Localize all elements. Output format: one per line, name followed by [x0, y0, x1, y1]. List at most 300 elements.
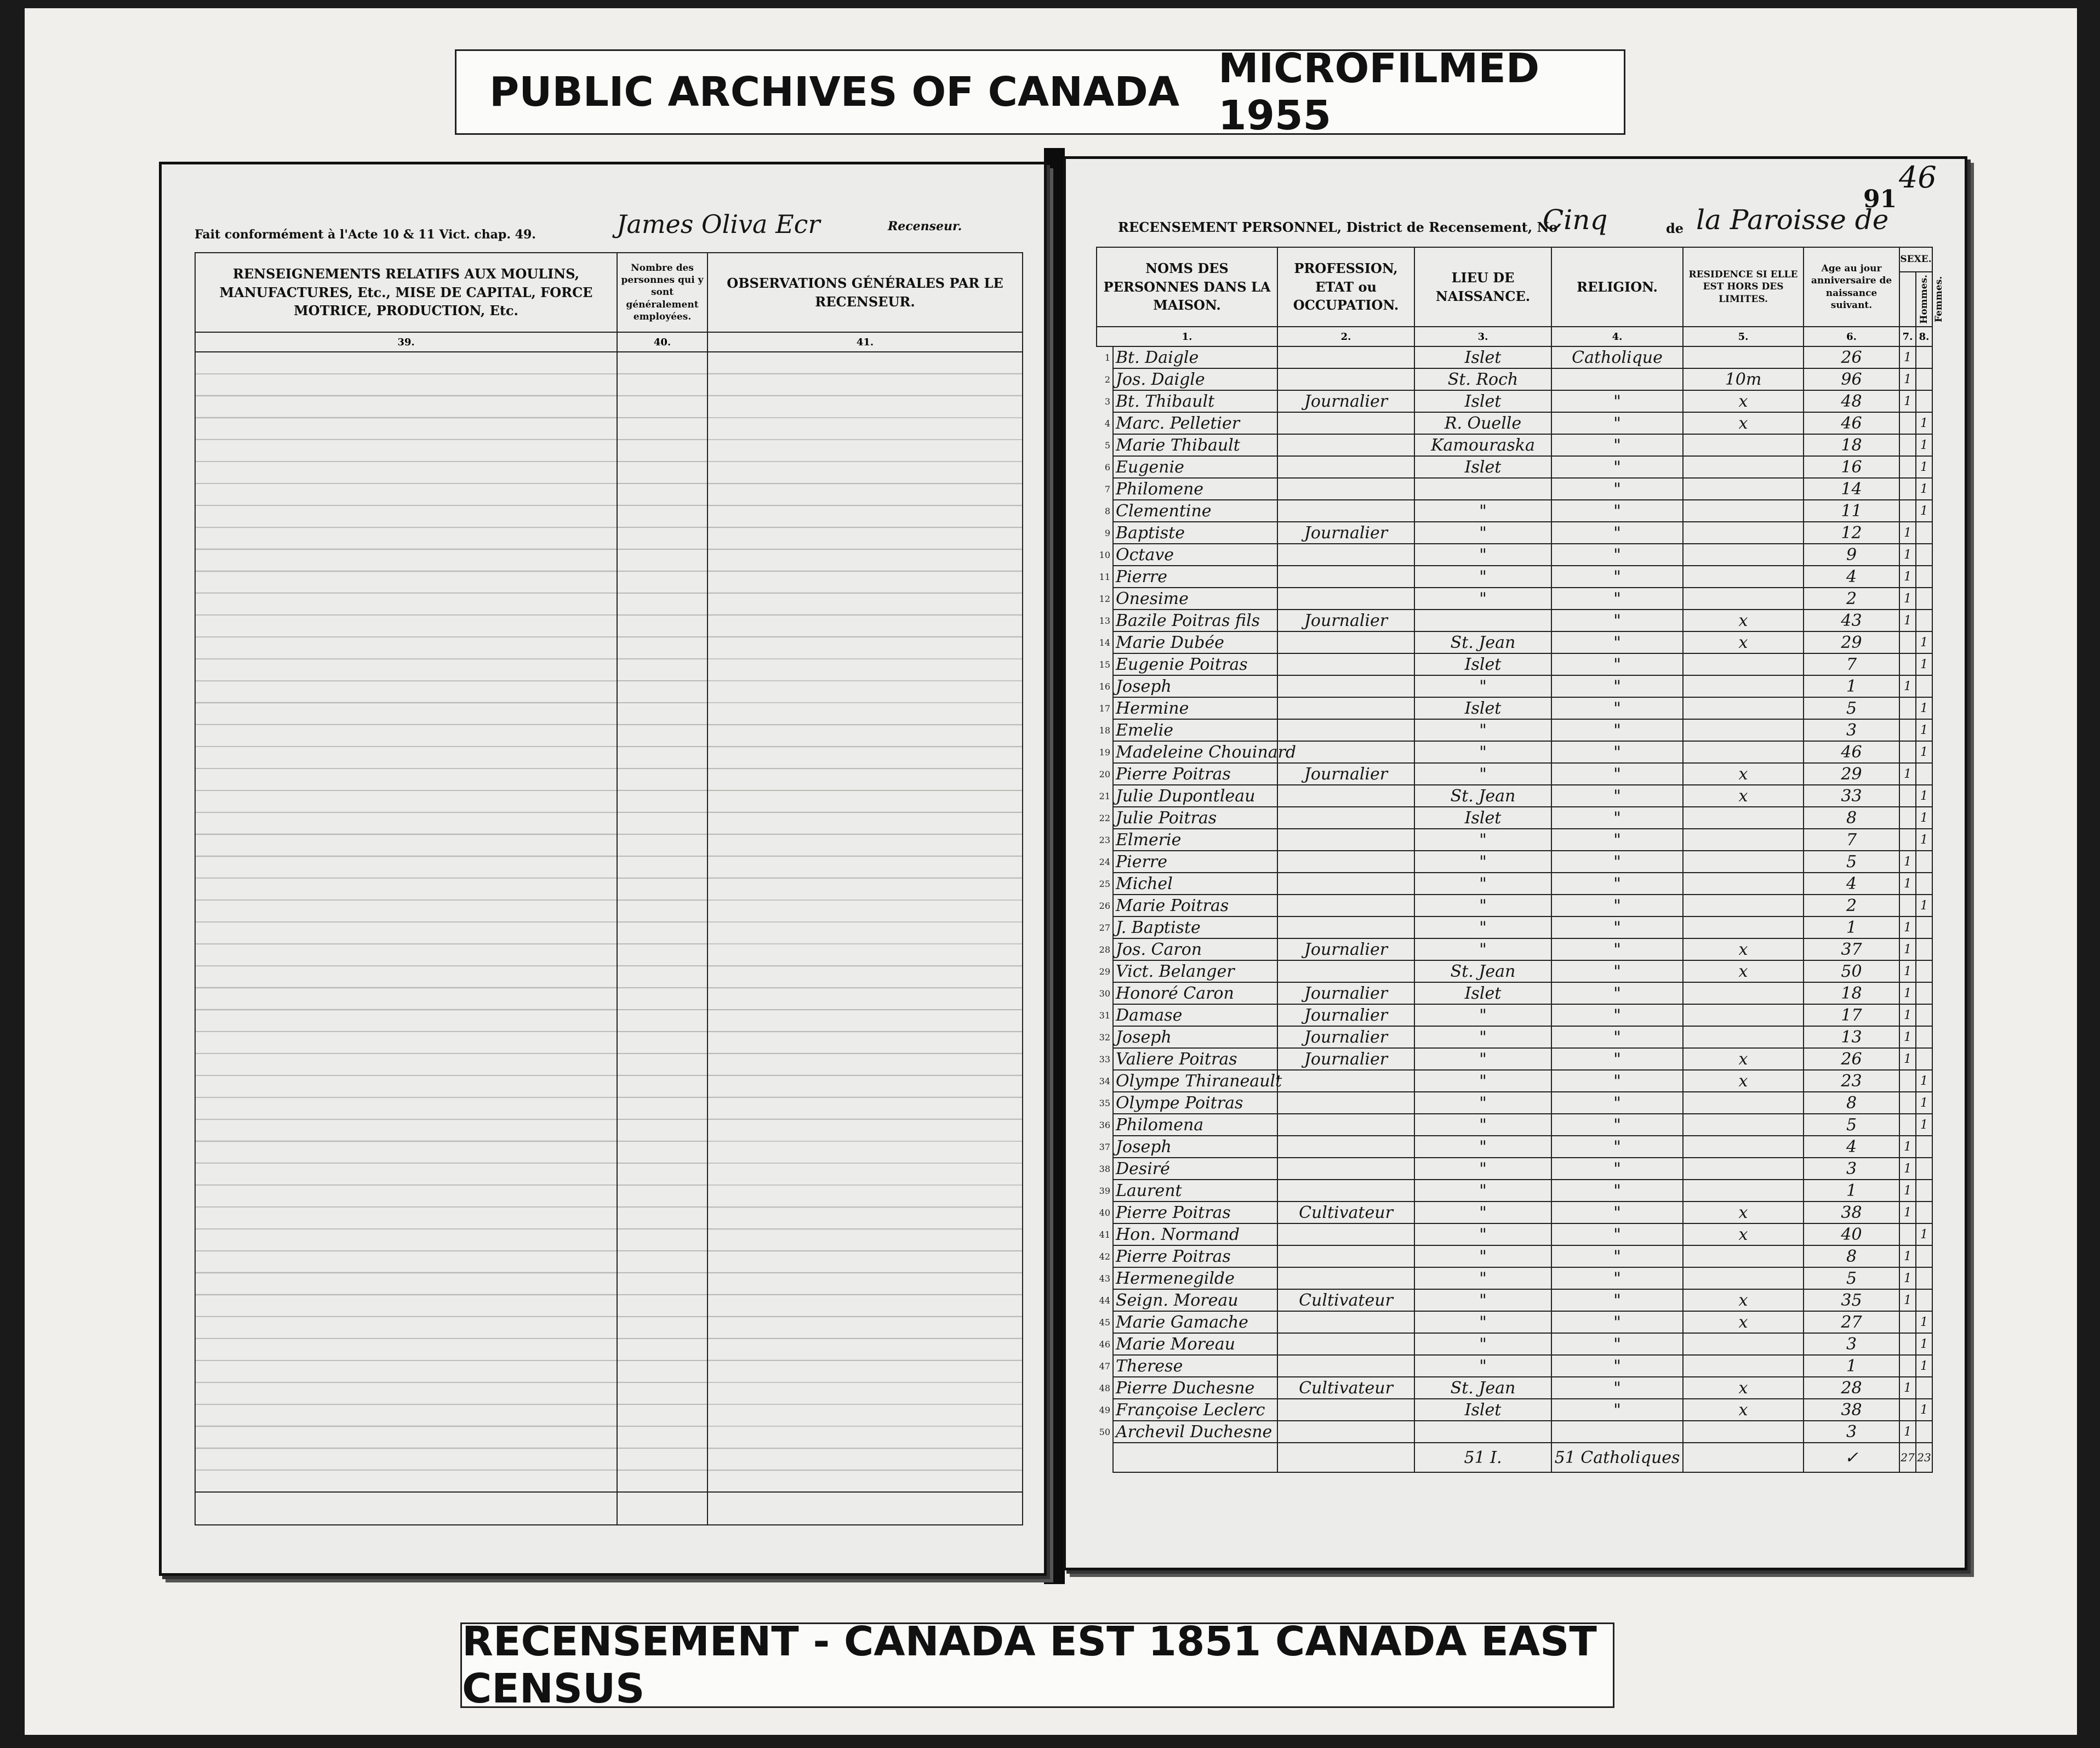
religion: " [1551, 1311, 1683, 1333]
occupation: Cultivateur [1277, 1377, 1414, 1399]
occupation [1277, 1267, 1414, 1289]
religion: " [1551, 1289, 1683, 1311]
sex-male: 1 [1899, 675, 1916, 697]
sex-female: 1 [1916, 1311, 1932, 1333]
religion: " [1551, 610, 1683, 631]
religion: " [1551, 1136, 1683, 1158]
sex-female [1916, 1004, 1932, 1026]
sex-female [1916, 938, 1932, 960]
occupation [1277, 1092, 1414, 1114]
religion: " [1551, 916, 1683, 938]
table-row [1097, 1377, 1932, 1399]
birthplace: " [1414, 1333, 1551, 1355]
total-birthplace: 51 I. [1414, 1443, 1551, 1472]
table-row [1097, 1026, 1932, 1048]
occupation: Journalier [1277, 982, 1414, 1004]
row-number: 1 [1104, 352, 1110, 363]
religion: Catholique [1551, 346, 1683, 368]
page-number: 91 [1863, 185, 1897, 213]
age: 9 [1804, 544, 1899, 566]
person-name: Eugenie [1113, 456, 1277, 478]
age: 28 [1804, 1377, 1899, 1399]
row-number: 22 [1099, 812, 1110, 823]
sex-male: 1 [1899, 566, 1916, 588]
row-number: 19 [1099, 747, 1110, 758]
occupation [1277, 456, 1414, 478]
sex-female: 1 [1916, 412, 1932, 434]
table-row [1097, 1245, 1932, 1267]
religion: " [1551, 763, 1683, 785]
table-row [1097, 1158, 1932, 1180]
person-name: Therese [1113, 1355, 1277, 1377]
residence [1683, 1355, 1804, 1377]
residence [1683, 697, 1804, 719]
age: 35 [1804, 1289, 1899, 1311]
residence [1683, 1026, 1804, 1048]
age: 3 [1804, 719, 1899, 741]
sex-female: 1 [1916, 653, 1932, 675]
sex-female: 1 [1916, 829, 1932, 851]
row-number: 34 [1099, 1075, 1110, 1086]
table-row [1097, 807, 1932, 829]
occupation [1277, 1355, 1414, 1377]
header-col41: OBSERVATIONS GÉNÉRALES PAR LE RECENSEUR. [707, 253, 1023, 332]
occupation: Cultivateur [1277, 1289, 1414, 1311]
col-number-1: 1. [1097, 327, 1277, 346]
occupation [1277, 1223, 1414, 1245]
right-page [1063, 156, 1967, 1570]
sex-male [1899, 1092, 1916, 1114]
table-row [1097, 697, 1932, 719]
col-number-39: 39. [195, 332, 617, 352]
table-row [1097, 675, 1932, 697]
table-row [1097, 544, 1932, 566]
sex-female [1916, 1180, 1932, 1202]
birthplace: Islet [1414, 390, 1551, 412]
residence [1683, 741, 1804, 763]
col-number-2: 2. [1277, 327, 1414, 346]
age: 26 [1804, 1048, 1899, 1070]
sex-male [1899, 1333, 1916, 1355]
header-occupation: PROFESSION, ETAT ou OCCUPATION. [1277, 247, 1414, 327]
total-age: ✓ [1804, 1443, 1899, 1472]
sex-male: 1 [1899, 982, 1916, 1004]
totals-row [1097, 1443, 1932, 1472]
person-name: Pierre [1113, 851, 1277, 873]
sex-male: 1 [1899, 1180, 1916, 1202]
person-name: Baptiste [1113, 522, 1277, 544]
table-row [1097, 500, 1932, 522]
table-row [1097, 478, 1932, 500]
table-row [1097, 1421, 1932, 1443]
col39-body [195, 352, 617, 1492]
sex-female: 1 [1916, 697, 1932, 719]
sex-female: 1 [1916, 478, 1932, 500]
residence: x [1683, 1311, 1804, 1333]
parish-name: la Paroisse de [1696, 204, 1889, 236]
bottom-banner [460, 1618, 1614, 1712]
sex-male [1899, 412, 1916, 434]
table-row [1097, 785, 1932, 807]
row-number: 13 [1099, 615, 1110, 626]
religion: " [1551, 1158, 1683, 1180]
residence [1683, 719, 1804, 741]
sex-female: 1 [1916, 1399, 1932, 1421]
person-name: J. Baptiste [1113, 916, 1277, 938]
table-row [1097, 895, 1932, 916]
person-name: Joseph [1113, 675, 1277, 697]
sex-male: 1 [1899, 873, 1916, 895]
row-number: 18 [1099, 725, 1110, 736]
age: 1 [1804, 916, 1899, 938]
sex-male: 1 [1899, 610, 1916, 631]
residence: x [1683, 1223, 1804, 1245]
person-name: Françoise Leclerc [1113, 1399, 1277, 1421]
person-name: Octave [1113, 544, 1277, 566]
person-name: Jos. Daigle [1113, 368, 1277, 390]
residence [1683, 1180, 1804, 1202]
sex-male: 1 [1899, 916, 1916, 938]
residence [1683, 1114, 1804, 1136]
col41-body [707, 352, 1023, 1492]
religion: " [1551, 566, 1683, 588]
table-row [1097, 1114, 1932, 1136]
residence [1683, 807, 1804, 829]
person-name: Philomena [1113, 1114, 1277, 1136]
person-name: Desiré [1113, 1158, 1277, 1180]
person-name: Laurent [1113, 1180, 1277, 1202]
residence: x [1683, 1399, 1804, 1421]
birthplace: " [1414, 1180, 1551, 1202]
header-names: NOMS DES PERSONNES DANS LA MAISON. [1097, 247, 1277, 327]
table-row [1097, 653, 1932, 675]
row-number: 48 [1099, 1382, 1110, 1393]
person-name: Marie Dubée [1113, 631, 1277, 653]
person-name: Pierre [1113, 566, 1277, 588]
occupation [1277, 697, 1414, 719]
microfilm-date: MICROFILMED 1955 [1218, 45, 1540, 139]
person-name: Pierre Poitras [1113, 1202, 1277, 1223]
age: 1 [1804, 1180, 1899, 1202]
birthplace: Islet [1414, 697, 1551, 719]
row-number: 35 [1099, 1097, 1110, 1108]
row-number: 26 [1099, 900, 1110, 911]
sex-male [1899, 807, 1916, 829]
age: 23 [1804, 1070, 1899, 1092]
sex-female [1916, 346, 1932, 368]
sex-female [1916, 522, 1932, 544]
person-name: Philomene [1113, 478, 1277, 500]
person-name: Bt. Thibault [1113, 390, 1277, 412]
religion: " [1551, 478, 1683, 500]
person-name: Clementine [1113, 500, 1277, 522]
age: 29 [1804, 631, 1899, 653]
table-row [1097, 456, 1932, 478]
occupation [1277, 675, 1414, 697]
sex-female [1916, 368, 1932, 390]
header-col40: Nombre des personnes qui y sont généralement employées. [617, 253, 707, 332]
religion: " [1551, 653, 1683, 675]
birthplace: " [1414, 1092, 1551, 1114]
row-number: 46 [1099, 1339, 1110, 1350]
sex-female [1916, 873, 1932, 895]
row-number: 27 [1099, 922, 1110, 933]
sex-female: 1 [1916, 434, 1932, 456]
residence: x [1683, 763, 1804, 785]
row-number: 24 [1099, 856, 1110, 867]
sex-male [1899, 1399, 1916, 1421]
birthplace: St. Jean [1414, 960, 1551, 982]
person-name: Vict. Belanger [1113, 960, 1277, 982]
religion: " [1551, 1399, 1683, 1421]
census-rows [1097, 346, 1932, 1443]
col-number-41: 41. [707, 332, 1023, 352]
birthplace: " [1414, 1355, 1551, 1377]
person-name: Eugenie Poitras [1113, 653, 1277, 675]
occupation: Journalier [1277, 1004, 1414, 1026]
age: 5 [1804, 851, 1899, 873]
table-row [1097, 763, 1932, 785]
row-number: 10 [1099, 549, 1110, 560]
occupation [1277, 895, 1414, 916]
occupation [1277, 1136, 1414, 1158]
sex-male [1899, 434, 1916, 456]
person-name: Marie Thibault [1113, 434, 1277, 456]
religion: " [1551, 960, 1683, 982]
sex-male: 1 [1899, 346, 1916, 368]
residence [1683, 434, 1804, 456]
person-name: Seign. Moreau [1113, 1289, 1277, 1311]
total-residence [1683, 1443, 1804, 1472]
sex-female [1916, 588, 1932, 610]
person-name: Hermenegilde [1113, 1267, 1277, 1289]
sex-male: 1 [1899, 368, 1916, 390]
age: 16 [1804, 456, 1899, 478]
sex-male [1899, 719, 1916, 741]
row-number: 39 [1099, 1185, 1110, 1196]
age: 37 [1804, 938, 1899, 960]
occupation [1277, 1158, 1414, 1180]
table-row [1097, 1267, 1932, 1289]
person-name: Jos. Caron [1113, 938, 1277, 960]
occupation [1277, 829, 1414, 851]
age: 27 [1804, 1311, 1899, 1333]
birthplace: St. Jean [1414, 631, 1551, 653]
person-name: Olympe Thiraneault [1113, 1070, 1277, 1092]
row-number: 40 [1099, 1207, 1110, 1218]
occupation: Journalier [1277, 610, 1414, 631]
birthplace: " [1414, 1202, 1551, 1223]
birthplace: " [1414, 1026, 1551, 1048]
person-name: Joseph [1113, 1026, 1277, 1048]
de-label: de [1666, 220, 1684, 236]
occupation [1277, 719, 1414, 741]
table-row [1097, 1070, 1932, 1092]
table-row [1097, 829, 1932, 851]
sex-female: 1 [1916, 719, 1932, 741]
person-name: Marie Gamache [1113, 1311, 1277, 1333]
occupation [1277, 631, 1414, 653]
birthplace: " [1414, 719, 1551, 741]
total-religion: 51 Catholiques [1551, 1443, 1683, 1472]
occupation [1277, 588, 1414, 610]
sex-male: 1 [1899, 390, 1916, 412]
sex-female [1916, 1245, 1932, 1267]
sex-female: 1 [1916, 785, 1932, 807]
table-row [1097, 1180, 1932, 1202]
row-number: 37 [1099, 1141, 1110, 1152]
sex-male [1899, 478, 1916, 500]
enumerator-label: Recenseur. [888, 219, 962, 234]
row-number: 12 [1099, 593, 1110, 604]
religion: " [1551, 1092, 1683, 1114]
col-number-6: 6. [1804, 327, 1899, 346]
person-name: Pierre Poitras [1113, 763, 1277, 785]
residence [1683, 346, 1804, 368]
birthplace: " [1414, 1070, 1551, 1092]
row-number: 36 [1099, 1119, 1110, 1130]
sex-female [1916, 566, 1932, 588]
birthplace [1414, 478, 1551, 500]
person-name: Pierre Poitras [1113, 1245, 1277, 1267]
residence: x [1683, 960, 1804, 982]
table-row [1097, 522, 1932, 544]
table-row [1097, 412, 1932, 434]
age: 18 [1804, 982, 1899, 1004]
residence: x [1683, 938, 1804, 960]
left-page [159, 162, 1047, 1576]
religion: " [1551, 1202, 1683, 1223]
sex-male [1899, 785, 1916, 807]
sex-female [1916, 1289, 1932, 1311]
sex-male [1899, 829, 1916, 851]
religion [1551, 368, 1683, 390]
birthplace: " [1414, 522, 1551, 544]
person-name: Joseph [1113, 1136, 1277, 1158]
residence [1683, 522, 1804, 544]
religion: " [1551, 785, 1683, 807]
table-row [1097, 873, 1932, 895]
birthplace: St. Roch [1414, 368, 1551, 390]
age: 38 [1804, 1399, 1899, 1421]
occupation [1277, 851, 1414, 873]
row-number: 11 [1099, 571, 1110, 582]
residence [1683, 1158, 1804, 1180]
occupation [1277, 434, 1414, 456]
residence: x [1683, 610, 1804, 631]
sex-male [1899, 1070, 1916, 1092]
birthplace: " [1414, 1048, 1551, 1070]
table-row [1097, 588, 1932, 610]
birthplace: " [1414, 1267, 1551, 1289]
sex-male: 1 [1899, 1026, 1916, 1048]
table-row [1097, 741, 1932, 763]
religion: " [1551, 807, 1683, 829]
birthplace: " [1414, 763, 1551, 785]
sex-male: 1 [1899, 522, 1916, 544]
age: 38 [1804, 1202, 1899, 1223]
row-number: 41 [1099, 1229, 1110, 1240]
sex-female [1916, 1158, 1932, 1180]
col39-total [195, 1492, 617, 1525]
age: 3 [1804, 1421, 1899, 1443]
sex-female [1916, 675, 1932, 697]
sex-male: 1 [1899, 1289, 1916, 1311]
sex-female [1916, 960, 1932, 982]
religion: " [1551, 588, 1683, 610]
occupation [1277, 368, 1414, 390]
residence [1683, 851, 1804, 873]
religion: " [1551, 851, 1683, 873]
occupation [1277, 1399, 1414, 1421]
occupation: Cultivateur [1277, 1202, 1414, 1223]
row-number: 43 [1099, 1273, 1110, 1284]
table-row [1097, 368, 1932, 390]
sex-male [1899, 1311, 1916, 1333]
age: 14 [1804, 478, 1899, 500]
age: 8 [1804, 1245, 1899, 1267]
religion: " [1551, 544, 1683, 566]
age: 4 [1804, 873, 1899, 895]
sex-male: 1 [1899, 1048, 1916, 1070]
enumerator-name: James Oliva Ecr [617, 209, 820, 239]
occupation [1277, 1180, 1414, 1202]
sex-female: 1 [1916, 1070, 1932, 1092]
table-row [1097, 390, 1932, 412]
archive-title: PUBLIC ARCHIVES OF CANADA [489, 69, 1180, 116]
age: 7 [1804, 653, 1899, 675]
birthplace [1414, 1421, 1551, 1443]
row-number: 15 [1099, 659, 1110, 670]
census-title: RECENSEMENT PERSONNEL, District de Recensement, No [1118, 219, 1558, 235]
age: 33 [1804, 785, 1899, 807]
birthplace: " [1414, 544, 1551, 566]
row-number: 21 [1099, 790, 1110, 801]
row-number: 14 [1099, 637, 1110, 648]
row-number: 6 [1104, 462, 1110, 472]
header-age: Age au jour anniversaire de naissance suivant. [1804, 247, 1899, 327]
sex-female [1916, 916, 1932, 938]
religion: " [1551, 1070, 1683, 1092]
sex-female: 1 [1916, 1092, 1932, 1114]
table-row [1097, 1289, 1932, 1311]
religion: " [1551, 1267, 1683, 1289]
age: 43 [1804, 610, 1899, 631]
age: 40 [1804, 1223, 1899, 1245]
table-row [1097, 434, 1932, 456]
sex-male: 1 [1899, 1245, 1916, 1267]
age: 11 [1804, 500, 1899, 522]
row-number: 49 [1099, 1404, 1110, 1415]
religion: " [1551, 522, 1683, 544]
age: 29 [1804, 763, 1899, 785]
occupation [1277, 1245, 1414, 1267]
residence [1683, 982, 1804, 1004]
sex-male [1899, 1114, 1916, 1136]
sex-female: 1 [1916, 741, 1932, 763]
age: 46 [1804, 412, 1899, 434]
row-number: 33 [1099, 1054, 1110, 1064]
person-name: Elmerie [1113, 829, 1277, 851]
sex-male: 1 [1899, 544, 1916, 566]
age: 26 [1804, 346, 1899, 368]
sex-male: 1 [1899, 1136, 1916, 1158]
person-name: Damase [1113, 1004, 1277, 1026]
sex-male [1899, 895, 1916, 916]
religion: " [1551, 1004, 1683, 1026]
row-number: 50 [1099, 1426, 1110, 1437]
sex-male: 1 [1899, 1004, 1916, 1026]
